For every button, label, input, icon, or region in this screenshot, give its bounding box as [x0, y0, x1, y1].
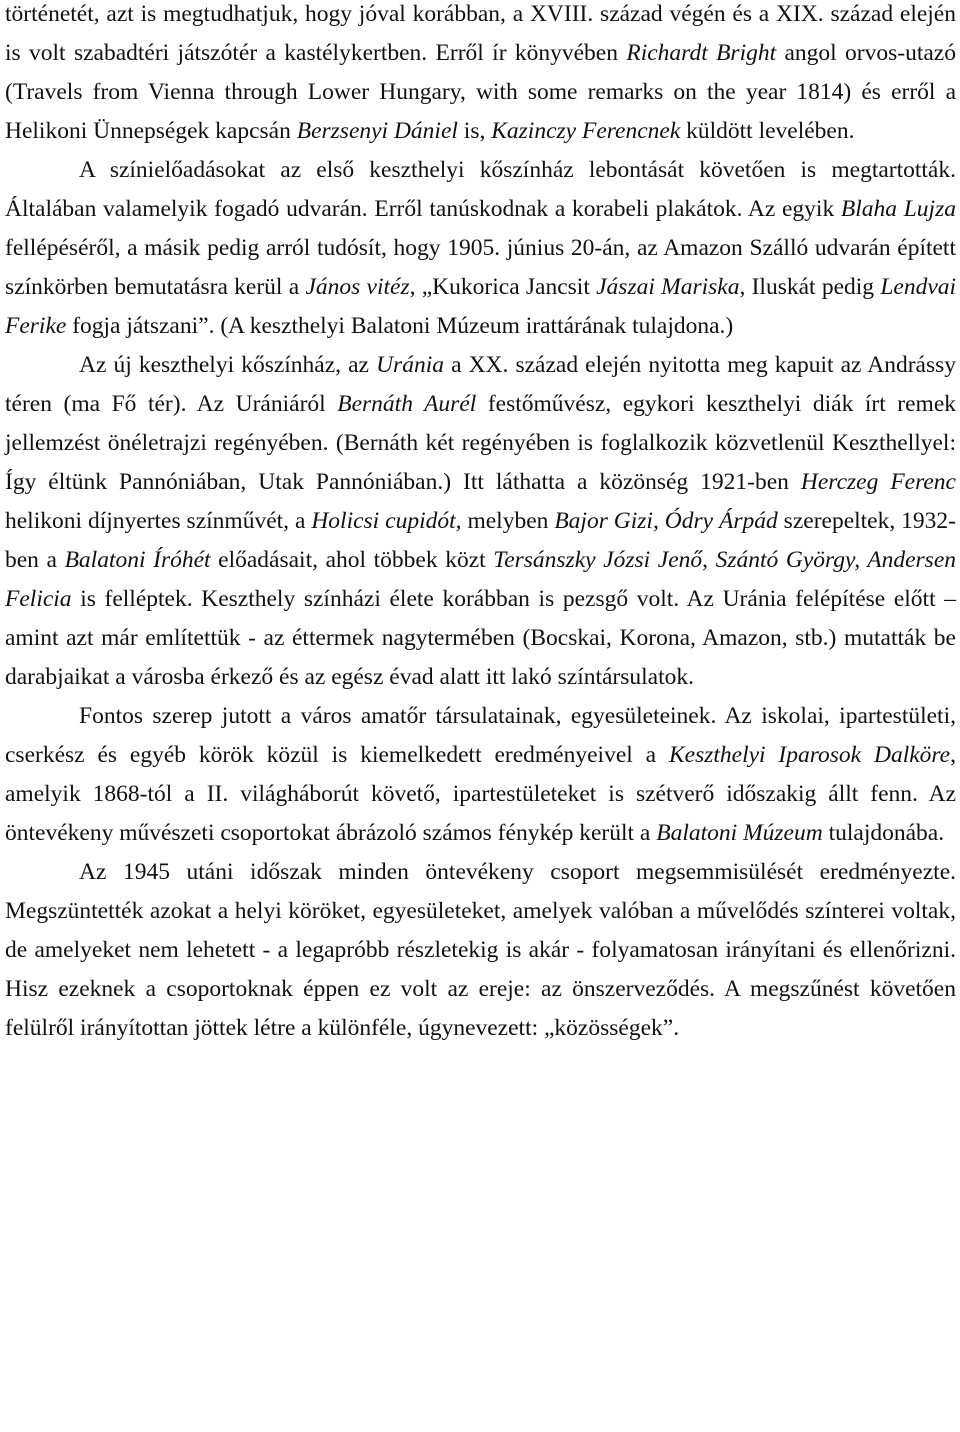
italic-name-text: Bajor Gizi, Ódry Árpád: [554, 508, 778, 534]
italic-name-text: János vitéz: [305, 274, 410, 300]
paragraph: [5, 0, 956, 151]
text-run: helikoni díjnyertes színművét, a: [5, 508, 312, 534]
text-run: , Iluskát pedig: [739, 274, 881, 300]
italic-name-text: Tersánszky Józsi Jenő, Szántó György, Andersen Felicia: [5, 547, 956, 612]
text-run: előadásait, ahol többek közt: [210, 547, 494, 573]
text-run: festőművész, egykori keszthelyi diák írt remek jellemzést önéletrajzi regényében. (Bernáth két regényében is foglalkozik közvetlenül Keszthellyel: Így éltünk Pannóniában, Utak Pannóniában.) Itt láthatta a közönség 1921-ben: [5, 391, 957, 495]
text-run: is felléptek. Keszthely színházi élete korábban is pezsgő volt. Az Uránia felépítése előtt – amint azt már említettük - az éttermek nagytermében (Bocskai, Korona, Amazon, stb.) mutatták be darabjaikat a városba érkező és az egész évad alatt itt lakó színtársulatok.: [5, 586, 956, 690]
text-run: tulajdonába.: [822, 820, 945, 846]
italic-name-text: Balatoni Íróhét: [64, 547, 211, 573]
text-run: szerepeltek, 1932-ben a: [5, 508, 957, 573]
text-run: angol orvos-utazó (Travels from Vienna through Lower Hungary, with some remarks on the year 1814) és erről a Helikoni Ünnepségek kapcsán: [5, 40, 956, 144]
italic-name-text: Keszthelyi Iparosok Dalköre: [668, 742, 951, 768]
text-run: , „Kukorica Jancsit: [409, 274, 597, 300]
italic-name-text: Richardt Bright: [626, 40, 777, 66]
text-run: Fontos szerep jutott a város amatőr társulatainak, egyesületeinek. Az iskolai, ipartestületi, cserkész és egyéb körök közül is kiemelkedett eredményeivel a: [5, 703, 956, 768]
paragraph: [5, 697, 956, 853]
italic-name-text: Jászai Mariska: [596, 274, 740, 300]
text-run: , amelyik 1868-tól a II. világháborút követő, ipartestületeket is szétverő időszakig állt fenn. Az öntevékeny művészeti csoportokat ábrázoló számos fénykép került a: [5, 742, 956, 846]
text-run: is,: [457, 118, 492, 144]
text-run: Az 1945 utáni időszak minden öntevékeny csoport megsemmisülését eredményezte. Megszüntették azokat a helyi köröket, egyesületeket, amelyek valóban a művelődés színterei voltak, de amelyeket nem lehetett - a legapróbb részletekig is akár - folyamatosan irányítani és ellenőrizni. Hisz ezeknek a csoportoknak éppen ez volt az ereje: az önszerveződés. A megszűnést követően felülről irányítottan jöttek létre a különféle, úgynevezett: „közösségek”.: [5, 859, 956, 1041]
text-run: fogja játszani”. (A keszthelyi Balatoni Múzeum irattárának tulajdona.): [66, 313, 734, 339]
italic-name-text: Uránia: [376, 352, 444, 378]
text-run: melyben: [461, 508, 555, 534]
italic-name-text: Kazinczy Ferencnek: [491, 118, 681, 144]
text-run: küldött levelében.: [680, 118, 855, 144]
italic-name-text: Balatoni Múzeum: [656, 820, 823, 846]
italic-name-text: Lendvai Ferike: [5, 274, 957, 339]
italic-name-text: Holicsi cupidót,: [311, 508, 462, 534]
paragraph: [5, 853, 956, 1048]
paragraph: [5, 346, 956, 697]
italic-name-text: Herczeg Ferenc: [800, 469, 956, 495]
italic-name-text: Bernáth Aurél: [337, 391, 477, 417]
body-text: [5, 0, 956, 1048]
italic-name-text: Blaha Lujza: [840, 196, 956, 222]
text-run: A színielőadásokat az első keszthelyi kőszínház lebontását követően is megtartották. Általában valamelyik fogadó udvarán. Erről tanúskodnak a korabeli plakátok. Az egyik: [5, 157, 956, 222]
paragraph: [5, 151, 956, 346]
text-run: történetét, azt is megtudhatjuk, hogy jóval korábban, a XVIII. század végén és a XIX. század elején is volt szabadtéri játszótér a kastélykertben. Erről ír könyvében: [5, 1, 956, 66]
text-run: a XX. század elején nyitotta meg kapuit az Andrássy téren (ma Fő tér). Az Urániáról: [5, 352, 957, 417]
text-run: fellépéséről, a másik pedig arról tudósít, hogy 1905. június 20-án, az Amazon Szálló udvarán épített színkörben bemutatásra kerül a: [5, 235, 956, 300]
text-run: Az új keszthelyi kőszínház, az: [79, 352, 377, 378]
italic-name-text: Berzsenyi Dániel: [296, 118, 458, 144]
